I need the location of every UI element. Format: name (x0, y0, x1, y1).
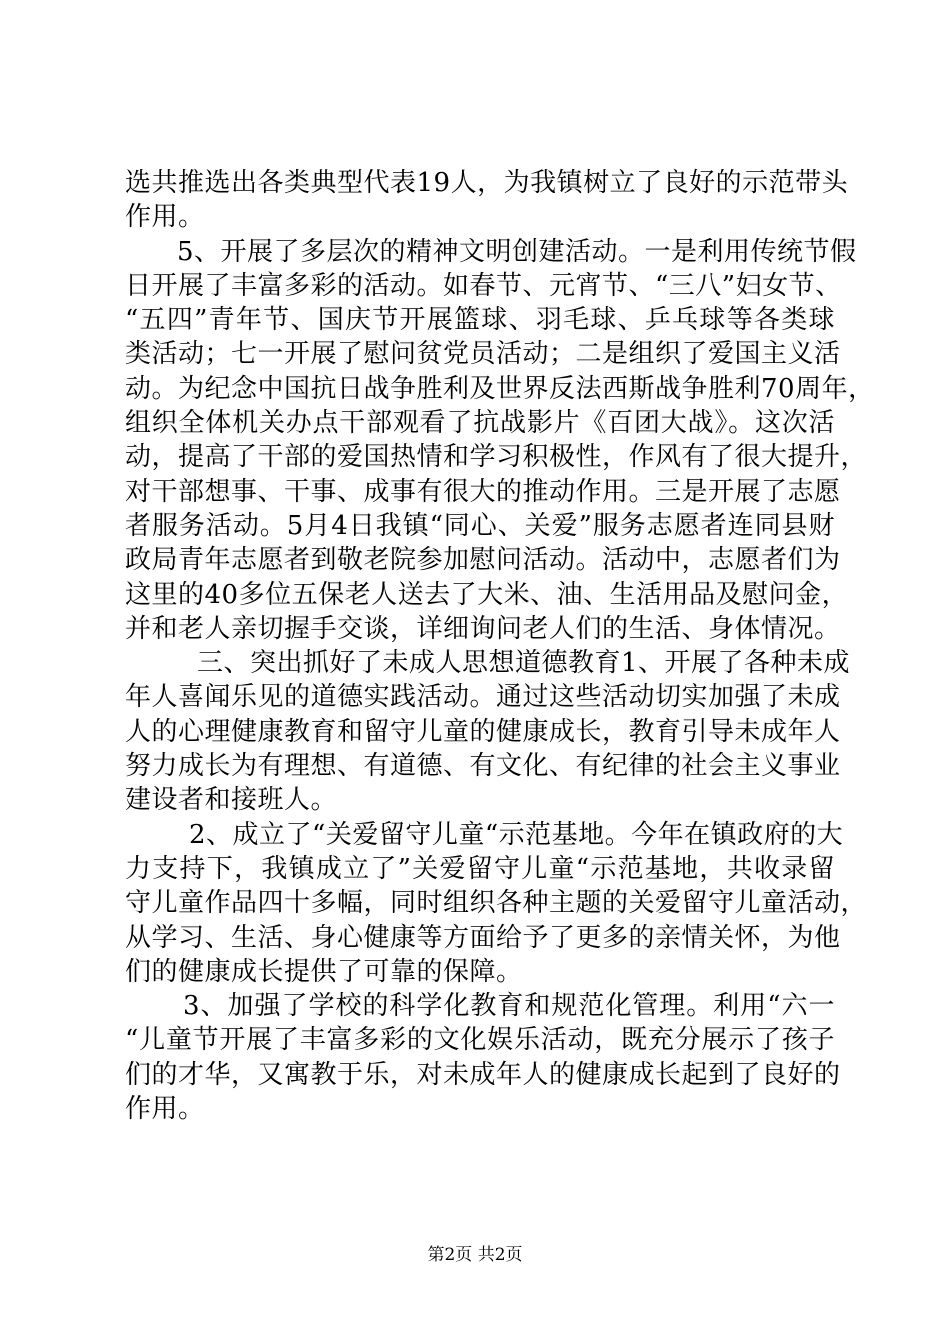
body-line: 们的才华，又寓教于乐，对未成年人的健康成长起到了良好的 (125, 1059, 841, 1090)
body-line: 作用。 (125, 202, 205, 233)
body-line: “儿童节开展了丰富多彩的文化娱乐活动，既充分展示了孩子 (125, 1025, 835, 1056)
document-body (125, 166, 875, 1126)
body-line: 日开展了丰富多彩的活动。如春节、元宵节、“三八”妇女节、 (125, 270, 842, 301)
body-line: 组织全体机关办点干部观看了抗战影片《百团大战》。这次活 (125, 408, 835, 439)
body-line: 们的健康成长提供了可靠的保障。 (125, 956, 523, 987)
body-line: 5、开展了多层次的精神文明创建活动。一是利用传统节假 (177, 236, 857, 267)
body-line: 三、突出抓好了未成人思想道德教育1、开展了各种未成 (197, 648, 851, 679)
body-line: 这里的40多位五保老人送去了大米、油、生活用品及慰问金， (125, 579, 849, 610)
body-line: 并和老人亲切握手交谈，详细询问老人们的生活、身体情况。 (125, 613, 841, 644)
body-line: 动。为纪念中国抗日战争胜利及世界反法西斯战争胜利70周年， (125, 373, 875, 404)
body-line: 建设者和接班人。 (125, 785, 338, 816)
body-line: 守儿童作品四十多幅，同时组织各种主题的关爱留守儿童活动， (125, 888, 868, 919)
body-line: 人的心理健康教育和留守儿童的健康成长，教育引导未成年人 (125, 716, 841, 747)
body-line: 年人喜闻乐见的道德实践活动。通过这些活动切实加强了未成 (125, 682, 841, 713)
body-line: 努力成长为有理想、有道德、有文化、有纪律的社会主义事业 (125, 751, 841, 782)
body-line: 选共推选出各类典型代表19人，为我镇树立了良好的示范带头 (125, 168, 849, 198)
body-line: “五四”青年节、国庆节开展篮球、羽毛球、乒乓球等各类球 (125, 305, 835, 336)
body-line: 类活动；七一开展了慰问贫党员活动；二是组织了爱国主义活 (125, 339, 841, 370)
page-number-footer: 第2页 共2页 (427, 1245, 523, 1265)
body-line: 力支持下，我镇成立了”关爱留守儿童“示范基地，共收录留 (125, 853, 835, 884)
body-line: 从学习、生活、身心健康等方面给予了更多的亲情关怀，为他 (125, 922, 841, 953)
body-line: 3、加强了学校的科学化教育和规范化管理。利用“六一 (183, 991, 835, 1022)
body-line: 对干部想事、干事、成事有很大的推动作用。三是开展了志愿 (125, 476, 841, 507)
body-line: 者服务活动。5月4日我镇“同心、关爱”服务志愿者连同县财 (125, 510, 835, 541)
body-line: 作用。 (125, 1094, 205, 1125)
body-line: 动，提高了干部的爱国热情和学习积极性，作风有了很大提升， (125, 442, 868, 473)
body-line: 政局青年志愿者到敬老院参加慰问活动。活动中，志愿者们为 (125, 545, 841, 576)
body-line: 2、成立了“关爱留守儿童“示范基地。今年在镇政府的大 (189, 819, 844, 850)
